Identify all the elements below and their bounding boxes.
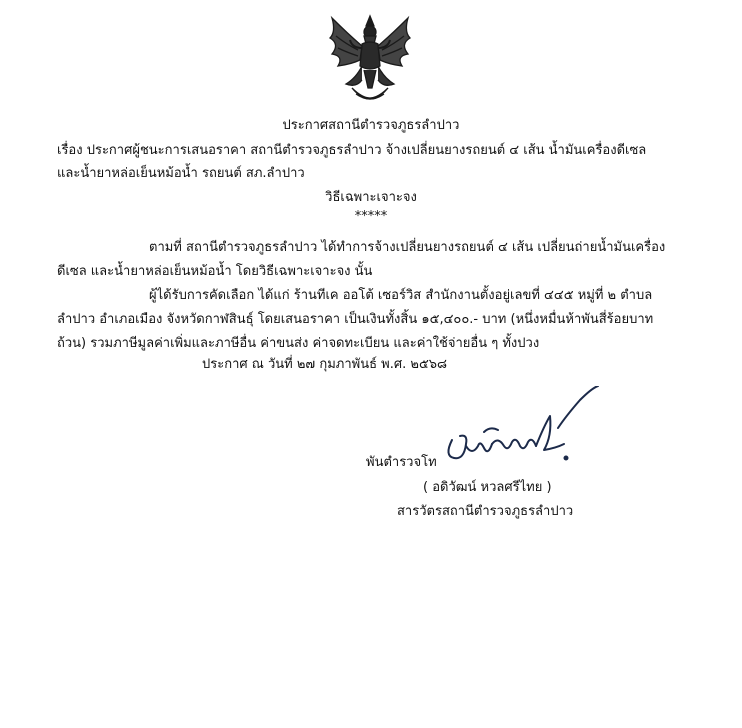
announcer-title: ประกาศสถานีตำรวจภูธรลำปาว: [282, 118, 460, 133]
signatory-name: ( อดิวัฒน์ หวลศรีไทย ): [423, 480, 552, 495]
signatory-position: สารวัตรสถานีตำรวจภูธรลำปาว: [397, 504, 574, 519]
subject-line-2: และน้ำยาหล่อเย็นหม้อน้ำ รถยนต์ สภ.ลำปาว: [57, 166, 305, 181]
signatory-rank: พันตำรวจโท: [366, 455, 437, 470]
handwritten-signature: [440, 386, 605, 481]
paragraph-1-line-2: ดีเซล และน้ำยาหล่อเย็นหม้อน้ำ โดยวิธีเฉพาะเจาะจง นั้น: [57, 264, 373, 279]
announce-date: ประกาศ ณ วันที่ ๒๗ กุมภาพันธ์ พ.ศ. ๒๕๖๘: [202, 357, 448, 372]
procurement-method: วิธีเฉพาะเจาะจง: [325, 190, 417, 205]
paragraph-2-line-1: ผู้ได้รับการคัดเลือก ได้แก่ ร้านทีเค ออโต้ เซอร์วิส สำนักงานตั้งอยู่เลขที่ ๔๔๕ หมู่ที่ ๒ ตำบล: [149, 288, 653, 303]
garuda-emblem-icon: [322, 14, 418, 108]
subject-line-1: เรื่อง ประกาศผู้ชนะการเสนอราคา สถานีตำรวจภูธรลำปาว จ้างเปลี่ยนยางรถยนต์ ๔ เส้น น้ำมันเครื่องดีเซล: [57, 143, 647, 158]
separator: *****: [354, 209, 388, 224]
paragraph-2-line-3: ถ้วน) รวมภาษีมูลค่าเพิ่มและภาษีอื่น ค่าขนส่ง ค่าจดทะเบียน และค่าใช้จ่ายอื่น ๆ ทั้งปวง: [57, 336, 540, 351]
paragraph-2-line-2: ลำปาว อำเภอเมือง จังหวัดกาฬสินธุ์ โดยเสนอราคา เป็นเงินทั้งสิ้น ๑๕,๔๐๐.- บาท (หนึ่งหมื่นห้าพันสี่ร้อยบาท: [57, 312, 654, 327]
paragraph-1-line-1: ตามที่ สถานีตำรวจภูธรลำปาว ได้ทำการจ้างเปลี่ยนยางรถยนต์ ๔ เส้น เปลี่ยนถ่ายน้ำมันเครื่อง: [149, 240, 666, 255]
